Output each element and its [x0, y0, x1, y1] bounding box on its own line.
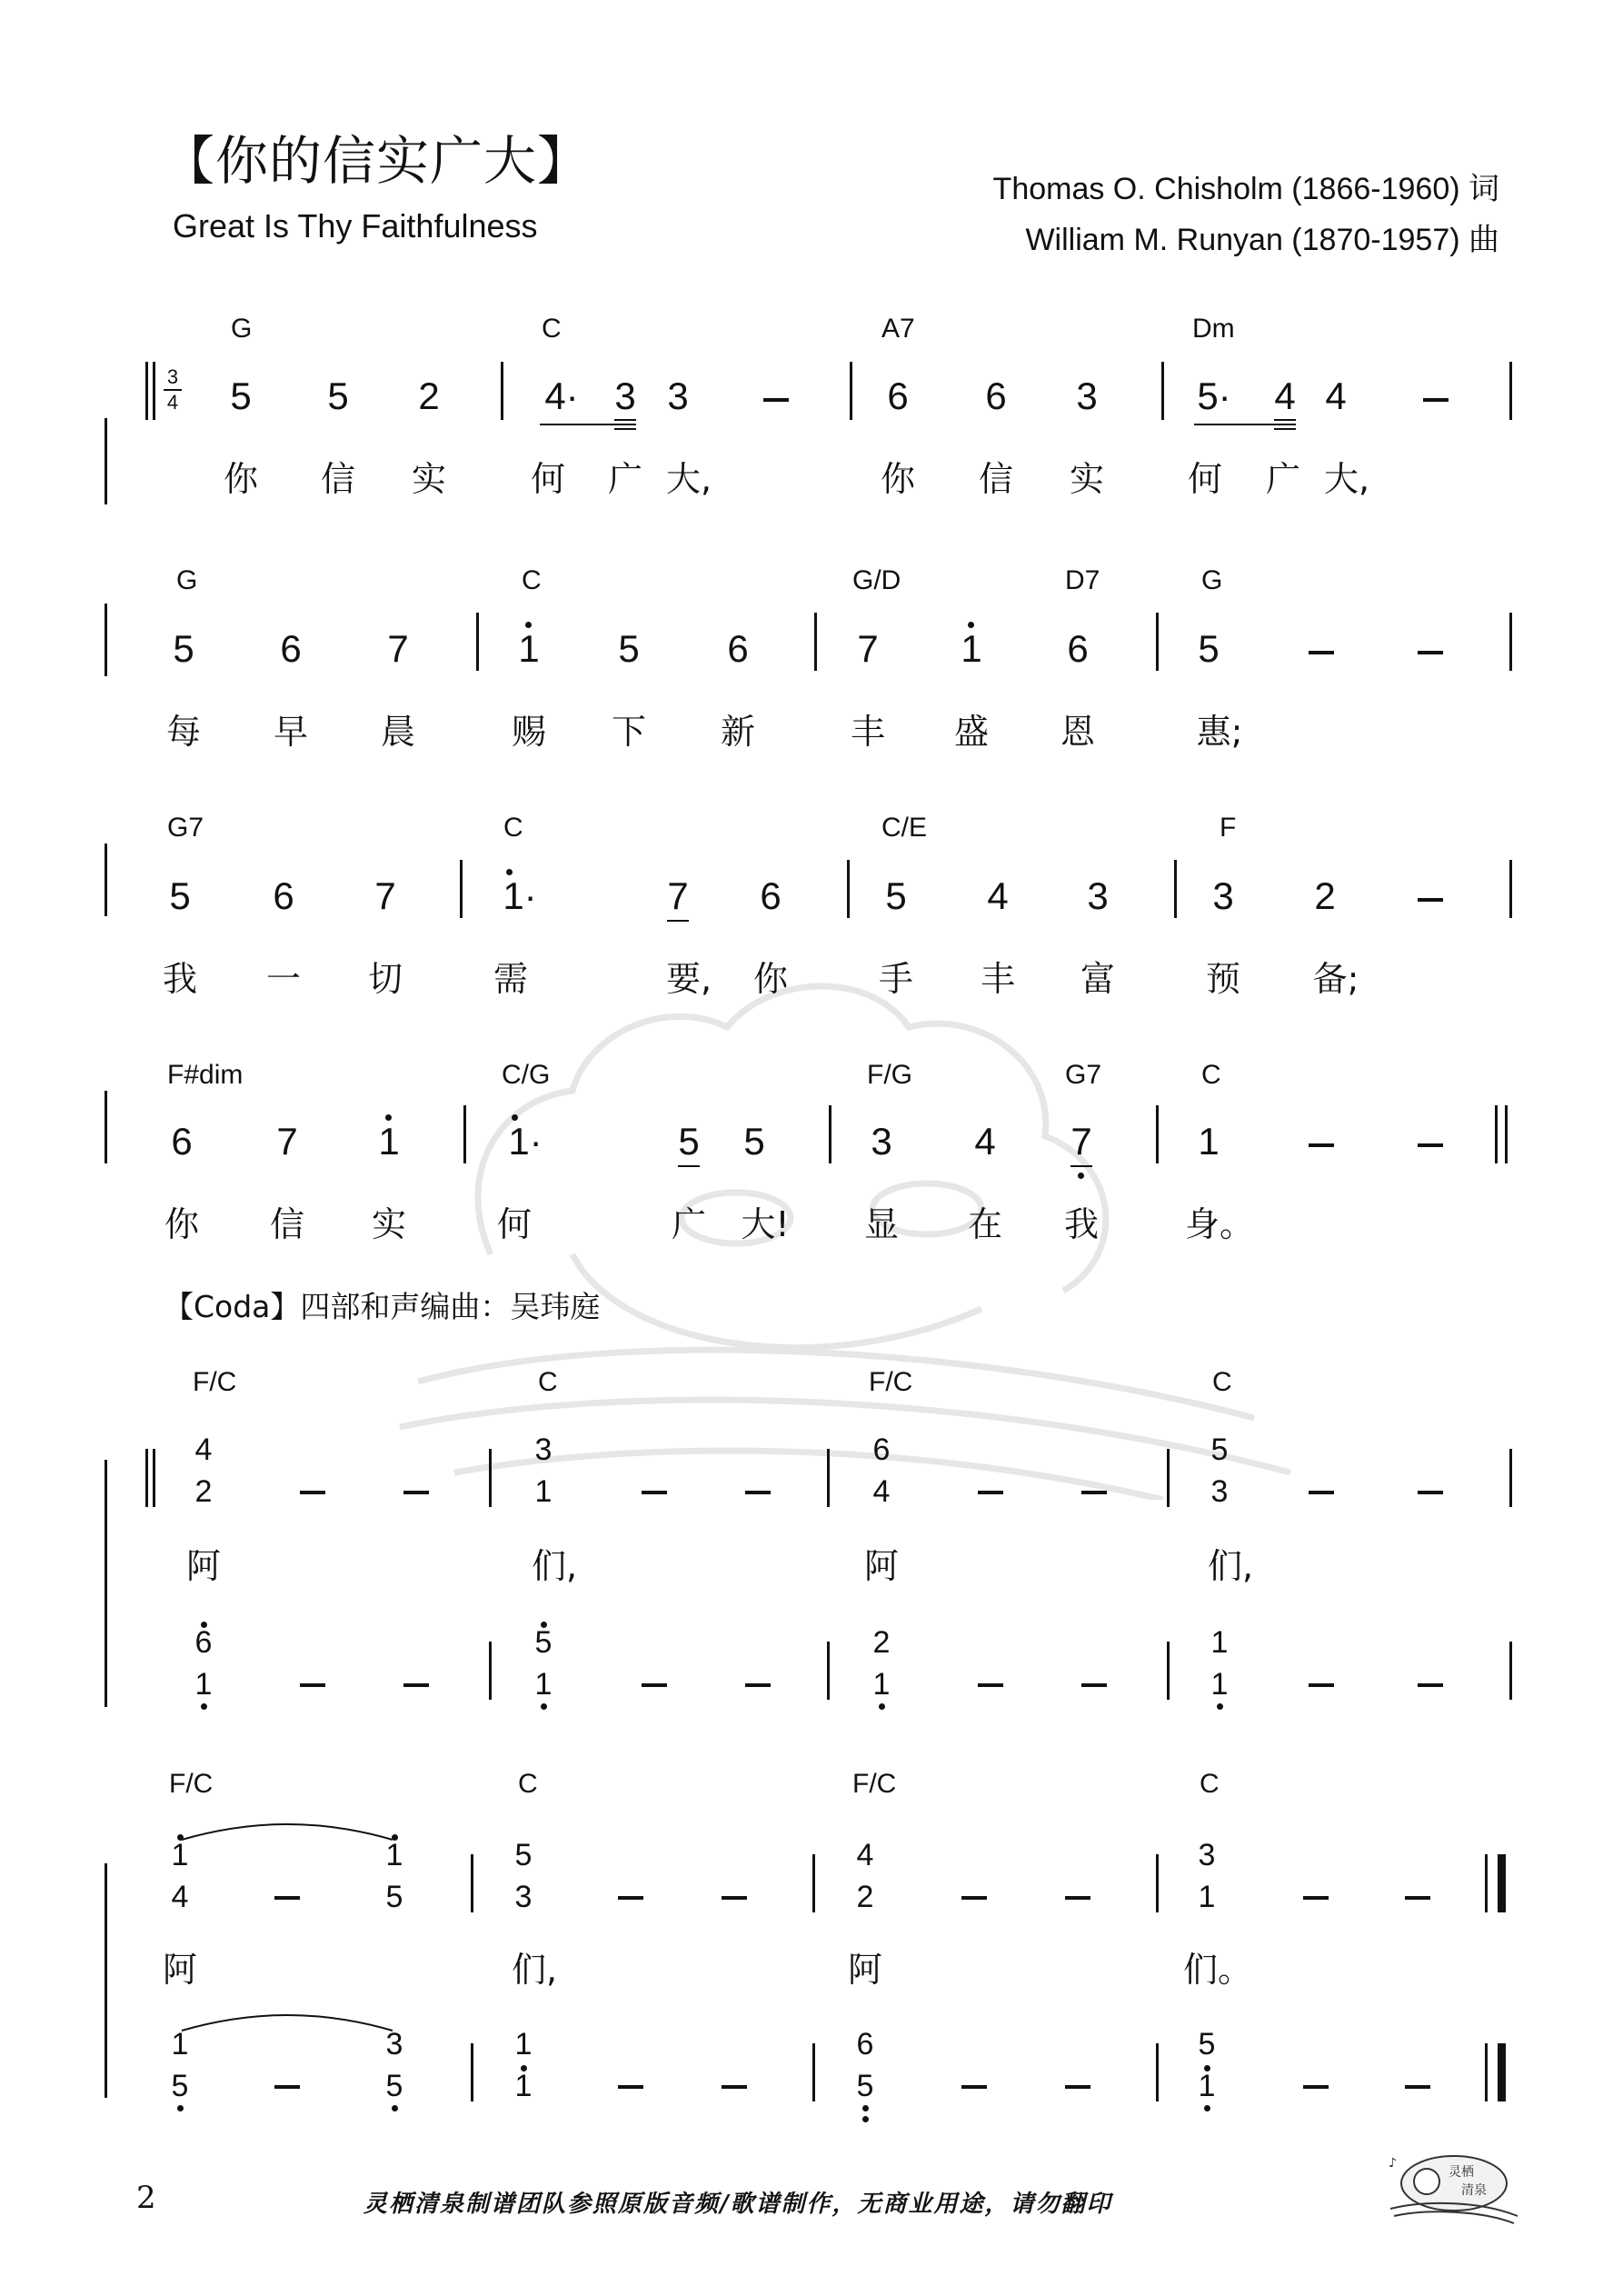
bar-line: [1505, 1105, 1508, 1163]
chord: C: [522, 565, 542, 595]
lyric: 我: [162, 959, 198, 999]
bar-line: [145, 1449, 148, 1507]
duration-dash: [1081, 1683, 1107, 1687]
bar-line: [1156, 613, 1159, 671]
bar-line: [1495, 1105, 1498, 1163]
lyric: 需: [493, 959, 529, 999]
duration-dash: [745, 1683, 771, 1687]
note: 1: [385, 1838, 403, 1872]
lyric: 盛: [953, 712, 990, 752]
lyric: 信: [978, 459, 1014, 499]
note: 6: [194, 1625, 213, 1660]
chord: G: [176, 565, 198, 595]
note: 2: [856, 1880, 874, 1914]
chord: F: [1220, 813, 1237, 843]
note: 6: [171, 1120, 193, 1163]
note: 5: [678, 1120, 700, 1163]
lyric: 晨: [380, 712, 416, 752]
underline: [1194, 424, 1296, 425]
note: 7: [374, 874, 396, 917]
duration-dash: [1418, 898, 1443, 902]
duration-dash: [1065, 2085, 1090, 2089]
chord: C: [1200, 1769, 1220, 1799]
duration-dash: [722, 2085, 747, 2089]
lyric: 新: [720, 712, 756, 752]
lyric: 何: [530, 459, 566, 499]
duration-dash: [618, 2085, 643, 2089]
chord: C: [542, 314, 562, 344]
footer-note: 灵栖清泉制谱团队参照原版音频/歌谱制作，无商业用途，请勿翻印: [363, 2191, 1112, 2218]
underline: [540, 424, 636, 425]
logo-text: 灵栖: [1449, 2165, 1474, 2180]
note: 1: [378, 1120, 400, 1163]
note: 1: [171, 1838, 189, 1872]
note: 6: [273, 874, 294, 917]
duration-dash: [763, 398, 789, 402]
bar-line: [105, 844, 107, 916]
lyric: 们,: [511, 1950, 558, 1990]
note: 1: [1210, 1667, 1229, 1702]
lyric: 我: [1063, 1204, 1100, 1244]
chord: F/C: [869, 1367, 913, 1397]
chord: C: [518, 1769, 538, 1799]
bar-line: [153, 1449, 155, 1507]
bar-line: [847, 860, 850, 918]
note: 3: [1087, 874, 1109, 917]
lyric: 广: [607, 459, 643, 499]
chord: F#dim: [167, 1060, 244, 1090]
note: 6: [280, 627, 302, 670]
note: 3: [534, 1433, 553, 1467]
svg-text:♪: ♪: [1389, 2156, 1397, 2171]
lyric: 下: [611, 712, 647, 752]
lyric: 丰: [980, 959, 1016, 999]
low-octave-dot: [201, 1703, 207, 1710]
bar-line: [105, 418, 107, 504]
note: 3: [1076, 374, 1098, 417]
lyric: 实: [1069, 459, 1105, 499]
note: 1·: [503, 874, 537, 917]
note: 2: [872, 1625, 891, 1660]
lyric: 广: [1265, 459, 1301, 499]
chord: C/E: [881, 813, 928, 843]
bar-line: [1156, 1105, 1159, 1163]
note: 7: [1070, 1120, 1092, 1163]
lyric: 阿: [847, 1950, 883, 1990]
duration-dash: [1309, 651, 1334, 654]
underline: [1274, 428, 1296, 430]
note: 5: [171, 2069, 189, 2103]
bar-line: [1167, 1642, 1170, 1700]
note: 5: [327, 374, 349, 417]
chord: C: [1201, 1060, 1221, 1090]
note: 5: [1210, 1433, 1229, 1467]
lyric: 在: [967, 1204, 1003, 1244]
note: 1: [534, 1667, 553, 1702]
note: 4: [171, 1880, 189, 1914]
bar-line: [471, 2043, 473, 2101]
duration-dash: [1309, 1683, 1334, 1687]
duration-dash: [403, 1683, 429, 1687]
note: 6: [985, 374, 1007, 417]
note: 1: [1198, 1120, 1220, 1163]
bar-line: [1485, 2043, 1488, 2101]
duration-dash: [961, 1896, 987, 1900]
lyric: 你: [880, 459, 916, 499]
duration-dash: [300, 1683, 325, 1687]
english-subtitle: Great Is Thy Faithfulness: [173, 207, 538, 245]
note: 3: [385, 2027, 403, 2061]
bar-line: [812, 2043, 815, 2101]
low-octave-dot: [1078, 1173, 1084, 1179]
low-octave-dot: [1217, 1703, 1223, 1710]
note: 4: [1274, 374, 1296, 417]
chord: F/C: [169, 1769, 214, 1799]
bar-line: [489, 1449, 492, 1507]
underline: [678, 1165, 700, 1167]
sheep-logo-icon: [1381, 2145, 1527, 2227]
note: 5: [1198, 627, 1220, 670]
bar-line: [105, 1091, 107, 1163]
note: 5: [514, 1838, 533, 1872]
duration-dash: [300, 1491, 325, 1494]
lyric: 手: [878, 959, 914, 999]
duration-dash: [1081, 1491, 1107, 1494]
duration-dash: [1405, 2085, 1430, 2089]
lyric: 要,: [665, 959, 712, 999]
note: 4: [987, 874, 1009, 917]
duration-dash: [1309, 1143, 1334, 1147]
low-octave-dot: [541, 1703, 547, 1710]
note: 3: [1210, 1474, 1229, 1509]
note: 2: [1314, 874, 1336, 917]
lyric: 你: [223, 459, 259, 499]
note: 7: [857, 627, 879, 670]
lyric: 信: [269, 1204, 305, 1244]
lyric: 预: [1205, 959, 1241, 999]
duration-dash: [1065, 1896, 1090, 1900]
note: 4·: [544, 374, 579, 417]
note: 1: [534, 1474, 553, 1509]
chord: C/G: [502, 1060, 551, 1090]
bar-line: [463, 1105, 466, 1163]
note: 3: [871, 1120, 892, 1163]
note: 3: [1212, 874, 1234, 917]
bar-line: [829, 1105, 831, 1163]
lyric: 大,: [665, 459, 712, 499]
lyric: 你: [752, 959, 789, 999]
coda-label: 【Coda】四部和声编曲：吴玮庭: [164, 1289, 601, 1324]
lyric: 们,: [531, 1546, 578, 1586]
note: 1: [1210, 1625, 1229, 1660]
duration-dash: [618, 1896, 643, 1900]
system-bracket-line: [105, 1460, 107, 1707]
bar-line: [1509, 860, 1512, 918]
chord: G7: [1065, 1060, 1102, 1090]
bar-line: [1509, 1642, 1512, 1700]
lyric: 显: [863, 1204, 900, 1244]
lyric: 实: [411, 459, 447, 499]
note: 6: [760, 874, 782, 917]
note: 5: [534, 1625, 553, 1660]
duration-dash: [722, 1896, 747, 1900]
bar-line: [1156, 1854, 1159, 1912]
note: 5·: [1197, 374, 1231, 417]
note: 1: [194, 1667, 213, 1702]
underline: [614, 428, 636, 430]
note: 5: [169, 874, 191, 917]
note: 5: [385, 2069, 403, 2103]
duration-dash: [642, 1491, 667, 1494]
note: 4: [856, 1838, 874, 1872]
duration-dash: [961, 2085, 987, 2089]
duration-dash: [1418, 1491, 1443, 1494]
chord: F/G: [867, 1060, 912, 1090]
chord: C: [538, 1367, 558, 1397]
note: 5: [1198, 2027, 1216, 2061]
note: 1: [961, 627, 982, 670]
note: 6: [856, 2027, 874, 2061]
note: 1·: [508, 1120, 543, 1163]
lyric: 何: [1187, 459, 1223, 499]
composer-credit: William M. Runyan (1870-1957) 曲: [1025, 223, 1499, 257]
low-octave-dot: [862, 2105, 869, 2111]
lyric: 早: [273, 712, 309, 752]
duration-dash: [1303, 2085, 1329, 2089]
lyric: 实: [371, 1204, 407, 1244]
bar-line: [1174, 860, 1177, 918]
duration-dash: [403, 1491, 429, 1494]
lyricist-credit: Thomas O. Chisholm (1866-1960) 词: [992, 172, 1499, 206]
lyric: 你: [164, 1204, 200, 1244]
lyric: 惠;: [1196, 712, 1243, 752]
note: 3: [514, 1880, 533, 1914]
bar-line: [812, 1854, 815, 1912]
duration-dash: [274, 1896, 300, 1900]
bar-line: [1161, 362, 1164, 420]
duration-dash: [745, 1491, 771, 1494]
chord: D7: [1065, 565, 1100, 595]
bar-line: [1509, 1449, 1512, 1507]
low-octave-dot: [862, 2116, 869, 2122]
sheep-watermark: [345, 873, 1299, 1500]
low-octave-dot: [177, 2105, 184, 2111]
note: 5: [885, 874, 907, 917]
bar-line: [460, 860, 463, 918]
note: 1: [171, 2027, 189, 2061]
bar-line: [1156, 2043, 1159, 2101]
note: 4: [974, 1120, 996, 1163]
lyric: 每: [165, 712, 202, 752]
page-title: 【你的信实广大】: [162, 130, 592, 192]
note: 1: [1198, 1880, 1216, 1914]
chord: G: [1201, 565, 1223, 595]
lyric: 阿: [863, 1546, 900, 1586]
note: 6: [887, 374, 909, 417]
chord: F/C: [193, 1367, 237, 1397]
note: 1: [872, 1667, 891, 1702]
note: 2: [194, 1474, 213, 1509]
logo-text: 清泉: [1461, 2183, 1487, 2198]
note: 5: [743, 1120, 765, 1163]
note: 1: [514, 2069, 533, 2103]
final-bar-line: [1498, 1854, 1506, 1912]
bar-line: [105, 604, 107, 676]
duration-dash: [1405, 1896, 1430, 1900]
bar-line: [476, 613, 479, 671]
note: 4: [1325, 374, 1347, 417]
note: 5: [230, 374, 252, 417]
duration-dash: [1418, 651, 1443, 654]
note: 1: [518, 627, 540, 670]
duration-dash: [1418, 1683, 1443, 1687]
chord: A7: [881, 314, 915, 344]
lyric: 一: [265, 959, 302, 999]
duration-dash: [978, 1491, 1003, 1494]
lyric: 备;: [1312, 959, 1359, 999]
note: 3: [667, 374, 689, 417]
duration-dash: [978, 1683, 1003, 1687]
note: 5: [856, 2069, 874, 2103]
chord: F/C: [852, 1769, 897, 1799]
note: 7: [276, 1120, 298, 1163]
chord: G/D: [852, 565, 901, 595]
lyric: 富: [1080, 959, 1116, 999]
bar-line: [1167, 1449, 1170, 1507]
chord: G: [231, 314, 253, 344]
chord: C: [1212, 1367, 1232, 1397]
note: 5: [385, 1880, 403, 1914]
note: 1: [1198, 2069, 1216, 2103]
underline: [667, 920, 689, 922]
bar-line: [1485, 1854, 1488, 1912]
duration-dash: [642, 1683, 667, 1687]
duration-dash: [1418, 1143, 1443, 1147]
low-octave-dot: [1204, 2105, 1210, 2111]
lyric: 们。: [1182, 1950, 1253, 1990]
chord: C: [503, 813, 523, 843]
underline: [614, 419, 636, 421]
lyric: 信: [320, 459, 356, 499]
lyric: 大,: [1323, 459, 1370, 499]
time-signature-bottom: 4: [166, 391, 179, 414]
bar-line: [1509, 362, 1512, 420]
page-number: 2: [136, 2180, 156, 2216]
note: 5: [173, 627, 194, 670]
lyric: 们,: [1207, 1546, 1254, 1586]
bar-line: [489, 1642, 492, 1700]
bar-line: [827, 1449, 830, 1507]
note: 3: [1198, 1838, 1216, 1872]
lyric: 阿: [162, 1950, 198, 1990]
duration-dash: [1303, 1896, 1329, 1900]
note: 7: [667, 874, 689, 917]
tie: [178, 2007, 396, 2034]
chord: Dm: [1192, 314, 1235, 344]
bar-line: [1509, 613, 1512, 671]
final-bar-line: [1498, 2043, 1506, 2101]
bar-line: [814, 613, 817, 671]
note: 6: [872, 1433, 891, 1467]
bar-line: [145, 362, 148, 420]
lyric: 丰: [850, 712, 886, 752]
lyric: 何: [496, 1204, 533, 1244]
note: 6: [727, 627, 749, 670]
duration-dash: [274, 2085, 300, 2089]
underline: [1070, 1165, 1092, 1167]
bar-line: [850, 362, 852, 420]
bar-line: [827, 1642, 830, 1700]
tie: [178, 1816, 396, 1843]
lyric: 阿: [185, 1546, 222, 1586]
lyric: 身。: [1184, 1204, 1255, 1244]
duration-dash: [1423, 398, 1449, 402]
lyric: 切: [367, 959, 403, 999]
lyric: 赐: [511, 712, 547, 752]
chord: G7: [167, 813, 204, 843]
note: 4: [194, 1433, 213, 1467]
underline: [1274, 419, 1296, 421]
low-octave-dot: [879, 1703, 885, 1710]
lyric: 广: [671, 1204, 707, 1244]
bar-line: [153, 362, 155, 420]
lyric: 恩: [1060, 712, 1096, 752]
note: 5: [618, 627, 640, 670]
note: 4: [872, 1474, 891, 1509]
duration-dash: [1309, 1491, 1334, 1494]
bar-line: [501, 362, 503, 420]
low-octave-dot: [392, 2105, 398, 2111]
note: 6: [1067, 627, 1089, 670]
note: 2: [418, 374, 440, 417]
bar-line: [471, 1854, 473, 1912]
note: 7: [387, 627, 409, 670]
note: 3: [614, 374, 636, 417]
lyric: 大!: [741, 1204, 790, 1244]
note: 1: [514, 2027, 533, 2061]
time-signature-top: 3: [166, 365, 179, 388]
system-bracket-line: [105, 1863, 107, 2098]
